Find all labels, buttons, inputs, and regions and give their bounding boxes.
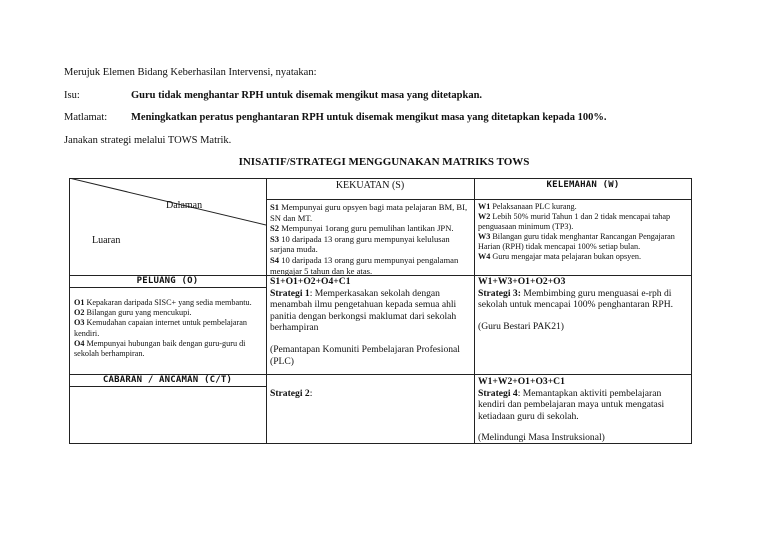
weaknesses-list xyxy=(478,202,688,262)
matrix-divider xyxy=(266,199,692,200)
so-strategy-text: : Memperkasakan sekolah dengan menambah ilmu pengetahuan kepada semua ahli panitia dengan berkongsi maklumat dari sekolah berhampiran xyxy=(270,287,457,334)
list-item: W3 Bilangan guru tidak menghantar Rancangan Pengajaran Harian (RPH) tidak mencapai 100% setiap bulan. xyxy=(478,232,675,251)
wt-note: (Melindungi Masa Instruksional) xyxy=(478,432,605,444)
wo-combo: W1+W3+O1+O2+O3 xyxy=(478,276,566,287)
st-strategy-label: Strategi 2 xyxy=(270,388,310,399)
corner-luaran: Luaran xyxy=(92,235,121,246)
isu-value: Guru tidak menghantar RPH untuk disemak mengikut masa yang ditetapkan. xyxy=(131,90,483,101)
matlamat-label: Matlamat: xyxy=(64,112,108,123)
list-item: O4 Mempunyai hubungan baik dengan guru-guru di sekolah berhampiran. xyxy=(74,338,246,359)
wo-strategy-cell xyxy=(478,276,690,332)
list-item: W4 Guru mengajar mata pelajaran bukan opsyen. xyxy=(478,252,642,261)
list-item: S3 10 daripada 13 orang guru mempunyai kelulusan sarjana muda. xyxy=(270,233,450,255)
instruction-text: Janakan strategi melalui TOWS Matrik. xyxy=(64,135,232,146)
st-strategy-text: : xyxy=(309,388,313,399)
list-item: S2 Mempunyai 1orang guru pemulihan lantikan JPN. xyxy=(270,223,454,234)
list-item: W1 Pelaksanaan PLC kurang. xyxy=(478,202,577,211)
isu-label: Isu: xyxy=(64,90,80,101)
so-combo: S1+O1+O2+O4+C1 xyxy=(270,276,351,287)
so-strategy-cell xyxy=(270,276,472,367)
corner-diagonal xyxy=(69,178,266,275)
peluang-header: PELUANG (O) xyxy=(136,276,199,286)
list-item: S1 Mempunyai guru opsyen bagi mata pelajaran BM, BI, SN dan MT. xyxy=(270,202,468,223)
so-note: (Pemantapan Komuniti Pembelajaran Profesional (PLC) xyxy=(270,343,460,367)
wo-strategy-label: Strategi 3: xyxy=(478,287,521,299)
wt-combo: W1+W2+O1+O3+C1 xyxy=(478,376,565,387)
list-item: W2 Lebih 50% murid Tahun 1 dan 2 tidak mencapai tahap penguasaan minimum (TP3). xyxy=(478,212,671,231)
kelemahan-header: KELEMAHAN (W) xyxy=(546,180,620,190)
strengths-list xyxy=(270,202,472,276)
list-item: O1 Kepakaran daripada SISC+ yang sedia membantu. xyxy=(74,298,252,307)
st-strategy-cell xyxy=(270,388,472,400)
wt-strategy-text: : Memantapkan aktiviti pembelajaran kendiri dan pembelajaran maya untuk mengatasi ketiadaan guru di sekolah. xyxy=(478,387,665,422)
opportunities-list xyxy=(74,298,264,359)
matrix-divider xyxy=(69,287,266,288)
cabaran-header: CABARAN / ANCAMAN (C/T) xyxy=(102,375,233,385)
matlamat-value: Meningkatkan peratus penghantaran RPH untuk disemak mengikut masa yang ditetapkan kepada 100%. xyxy=(131,112,607,123)
list-item: S4 10 daripada 13 orang guru mempunyai pengalaman mengajar 5 tahun dan ke atas. xyxy=(270,254,459,276)
intro-text: Merujuk Elemen Bidang Keberhasilan Intervensi, nyatakan: xyxy=(64,67,317,78)
so-strategy-label: Strategi 1 xyxy=(270,287,310,299)
wt-strategy-cell xyxy=(478,376,690,444)
wt-strategy-label: Strategi 4 xyxy=(478,387,518,399)
wo-strategy-text: Membimbing guru menguasai e-rph di sekolah untuk mencapai 100% penghantaran RPH. xyxy=(478,287,674,311)
wo-note: (Guru Bestari PAK21) xyxy=(478,320,564,332)
page-title: INISATIF/STRATEGI MENGGUNAKAN MATRIKS TOWS xyxy=(238,156,530,168)
matrix-divider xyxy=(266,178,267,444)
matrix-divider xyxy=(69,386,266,387)
matrix-divider xyxy=(474,178,475,444)
corner-dalaman: Dalaman xyxy=(166,200,203,211)
list-item: O2 Bilangan guru yang mencukupi. xyxy=(74,308,192,318)
kekuatan-header: KEKUATAN (S) xyxy=(335,180,405,191)
list-item: O3 Kemudahan capaian internet untuk pembelajaran kendiri. xyxy=(74,318,248,338)
